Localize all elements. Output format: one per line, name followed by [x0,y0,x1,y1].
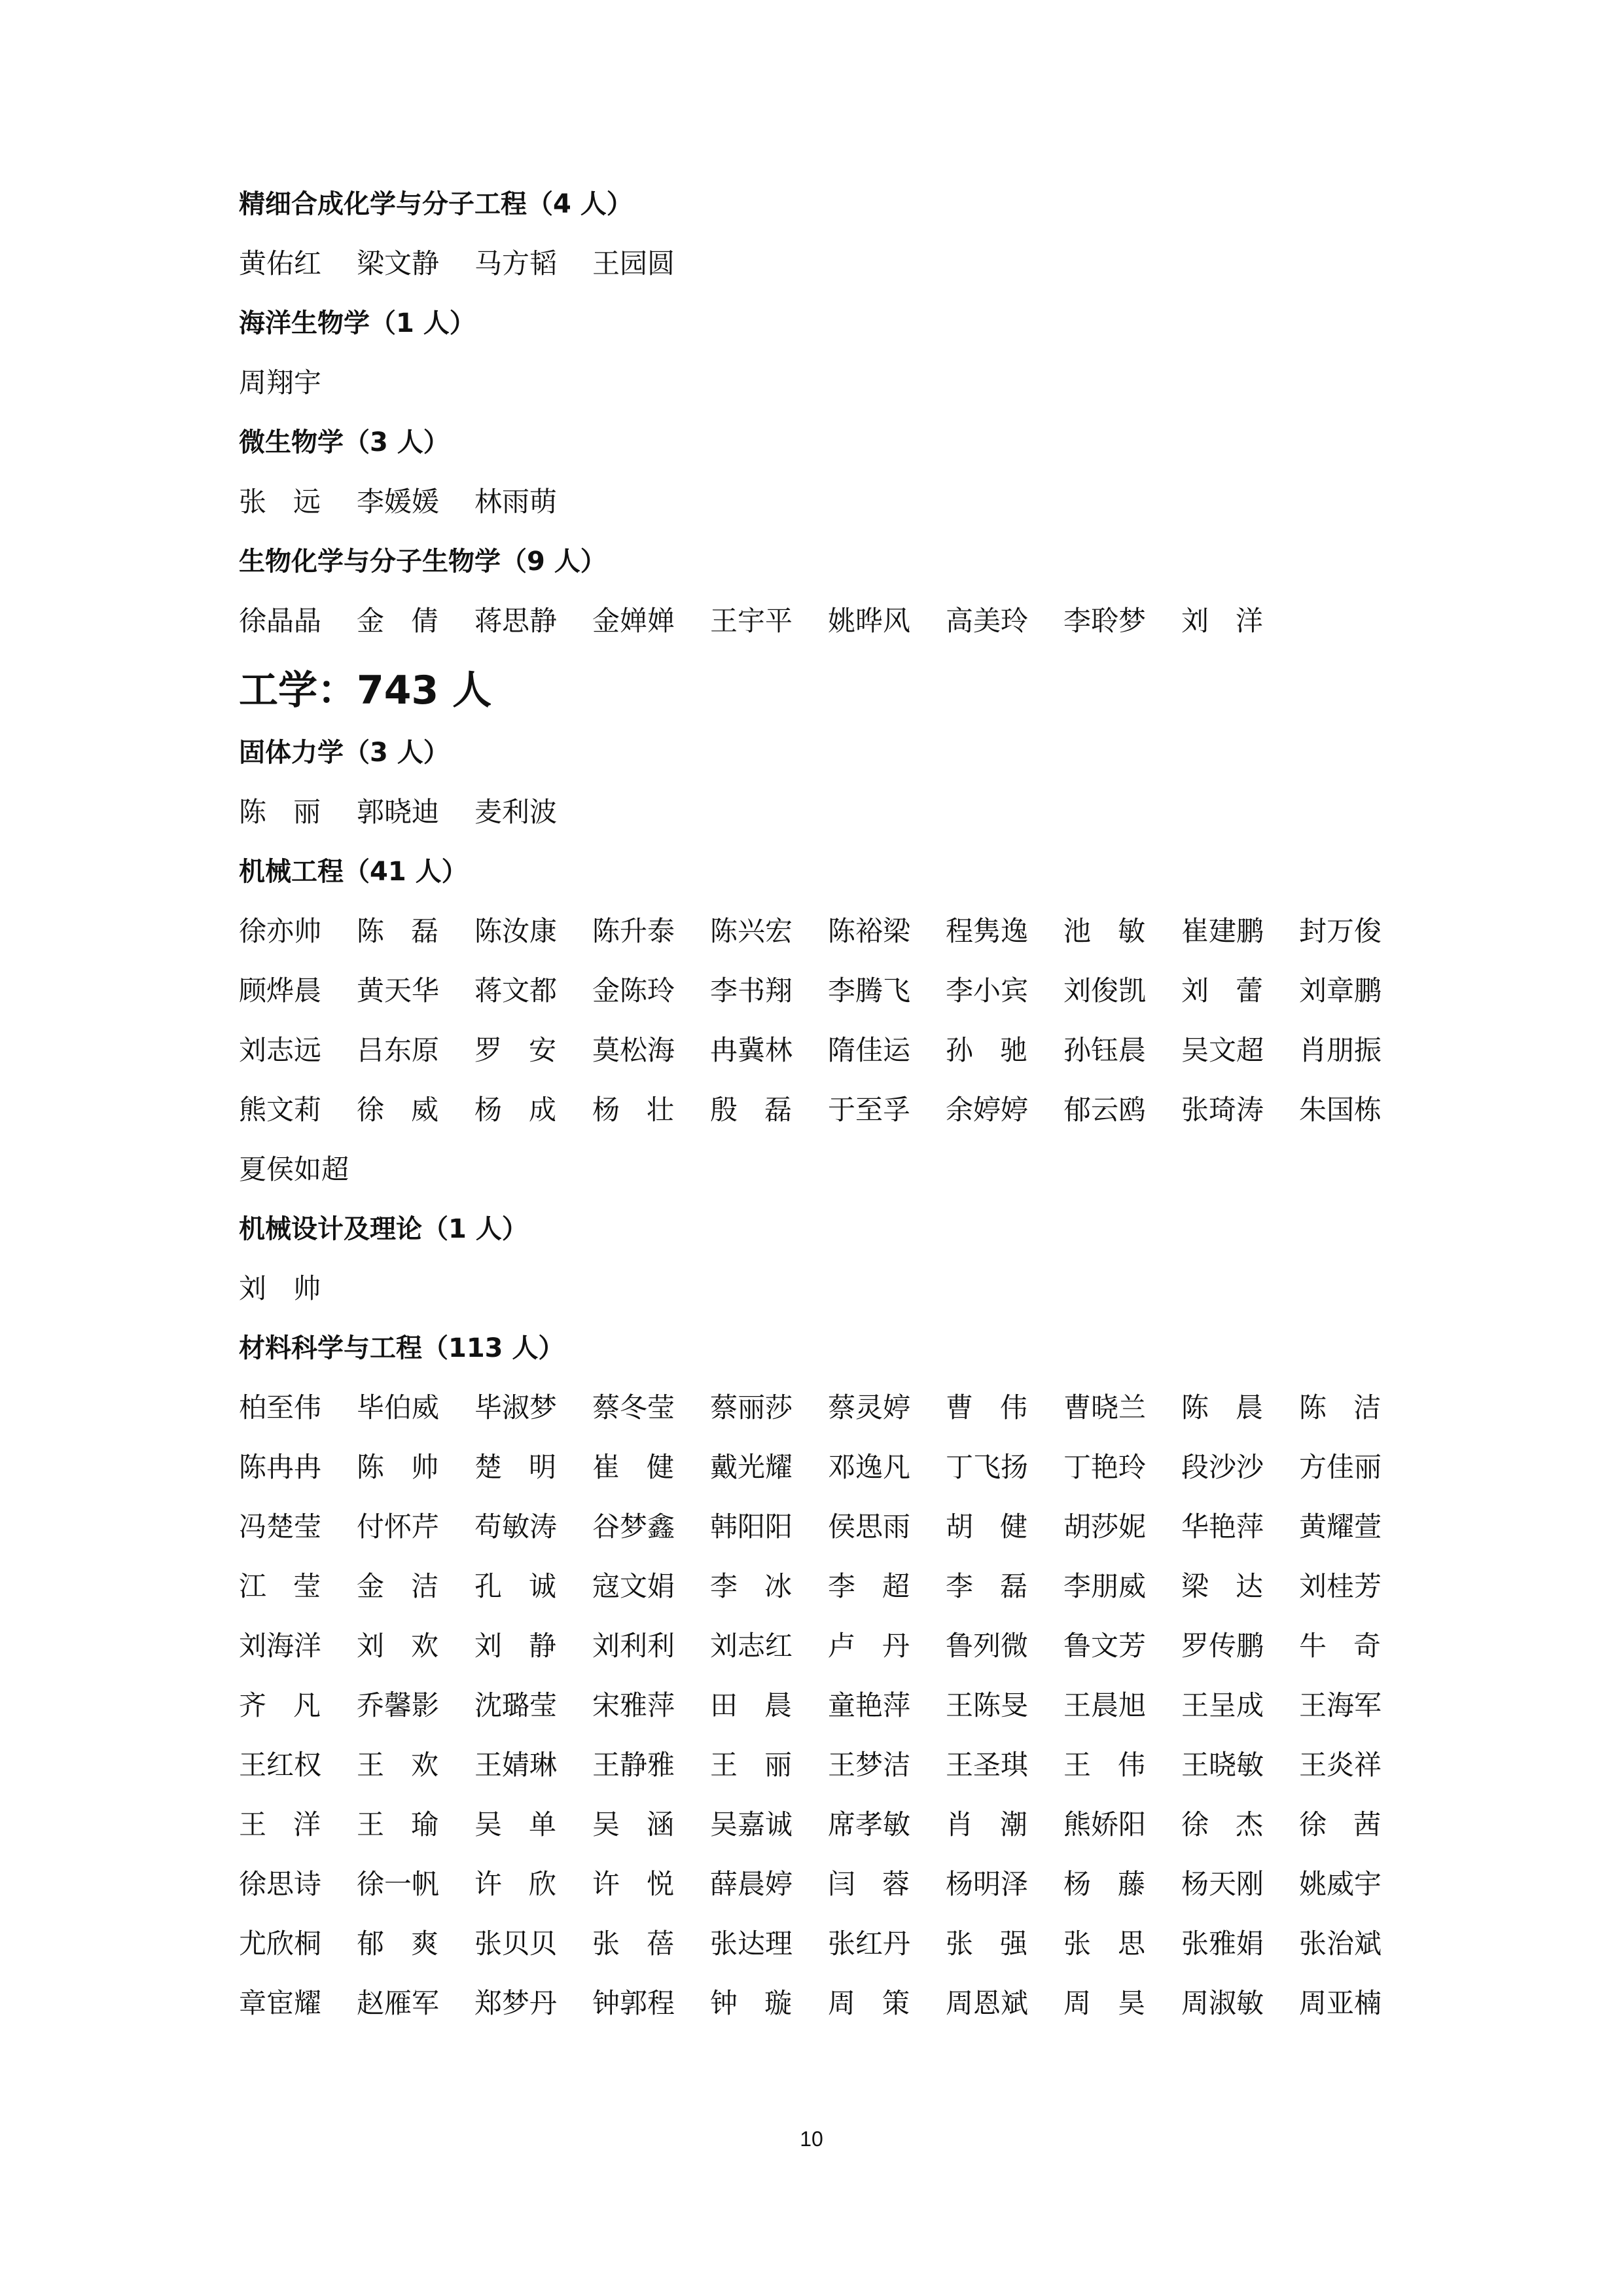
person-name: 于至孚 [828,1094,911,1126]
name-row [239,1686,1417,1725]
person-name: 张治斌 [1299,1928,1382,1960]
person-name: 罗 安 [474,1034,556,1066]
person-name: 周淑敏 [1181,1987,1264,2019]
person-name: 金 倩 [357,605,438,637]
person-name: 李 冰 [710,1570,792,1602]
person-name: 蔡丽莎 [710,1391,793,1424]
person-name: 王 洋 [239,1808,321,1840]
person-name: 麦利波 [474,796,558,828]
person-name: 杨 藤 [1063,1868,1145,1900]
person-name: 顾烨晨 [239,975,322,1007]
person-name: 李小宾 [946,975,1029,1007]
person-name: 陈升泰 [592,915,675,947]
person-name: 江 莹 [239,1570,321,1602]
person-name: 池 敏 [1063,915,1145,947]
person-name: 钟郭程 [592,1987,675,2019]
person-name: 冯楚莹 [239,1511,322,1543]
person-name: 牛 奇 [1299,1630,1381,1662]
person-name: 隋佳运 [828,1034,911,1066]
person-name: 胡莎妮 [1063,1511,1147,1543]
person-name: 蔡冬莹 [592,1391,675,1424]
person-name: 陈 帅 [357,1451,438,1483]
person-name: 封万俊 [1299,915,1382,947]
person-name: 华艳萍 [1181,1511,1264,1543]
person-name: 许 悦 [592,1868,674,1900]
person-name: 章宦耀 [239,1987,322,2019]
person-name: 李聆梦 [1063,605,1147,637]
person-name: 陈汝康 [474,915,558,947]
person-name: 徐亦帅 [239,915,322,947]
person-name: 柏至伟 [239,1391,322,1424]
content-area [239,185,1417,2043]
major-title: 材料科学与工程（113 人） [239,1333,565,1363]
name-row [239,1984,1417,2023]
person-name: 蔡灵婷 [828,1391,911,1424]
person-name: 李腾飞 [828,975,911,1007]
person-name: 王炎祥 [1299,1749,1382,1781]
person-name: 张 强 [946,1928,1027,1960]
person-name: 王红权 [239,1749,322,1781]
person-name: 胡 健 [946,1511,1027,1543]
person-name: 付怀芹 [357,1511,440,1543]
person-name: 刘利利 [592,1630,675,1662]
person-name: 曹 伟 [946,1391,1027,1424]
person-name: 黄耀萱 [1299,1511,1382,1543]
person-name: 尤欣桐 [239,1928,322,1960]
person-name: 郁云鸥 [1063,1094,1147,1126]
person-name: 王园圆 [592,247,675,279]
person-name: 夏侯如超 [239,1153,349,1185]
person-name: 熊文莉 [239,1094,322,1126]
name-row [239,1031,1417,1070]
person-name: 吴嘉诚 [710,1808,793,1840]
name-list [239,1388,1417,2023]
person-name: 刘俊凯 [1063,975,1147,1007]
name-row [239,1090,1417,1130]
person-name: 刘志远 [239,1034,322,1066]
person-name: 王海军 [1299,1689,1382,1721]
person-name: 黄天华 [357,975,440,1007]
person-name: 刘 洋 [1181,605,1263,637]
person-name: 郭晓迪 [357,796,440,828]
major-title: 机械工程（41 人） [239,857,468,887]
person-name: 周恩斌 [946,1987,1029,2019]
person-name: 杨天刚 [1181,1868,1264,1900]
person-name: 冉冀林 [710,1034,793,1066]
person-name: 蒋思静 [474,605,558,637]
person-name: 苟敏涛 [474,1511,558,1543]
person-name: 陈兴宏 [710,915,793,947]
person-name: 吴 涵 [592,1808,674,1840]
person-name: 侯思雨 [828,1511,911,1543]
name-row [239,601,1417,641]
person-name: 王梦洁 [828,1749,911,1781]
person-name: 罗传鹏 [1181,1630,1264,1662]
person-name: 徐思诗 [239,1868,322,1900]
person-name: 熊娇阳 [1063,1808,1147,1840]
section-title-engineering: 工学：743 人 [239,668,492,713]
person-name: 张雅娟 [1181,1928,1264,1960]
person-name: 卢 丹 [828,1630,910,1662]
name-row [239,1448,1417,1487]
person-name: 刘 帅 [239,1272,321,1304]
person-name: 马方韬 [474,247,558,279]
person-name: 刘章鹏 [1299,975,1382,1007]
name-list [239,244,1417,283]
person-name: 丁艳玲 [1063,1451,1147,1483]
person-name: 徐 杰 [1181,1808,1263,1840]
person-name: 周 策 [828,1987,910,2019]
person-name: 梁 达 [1181,1570,1263,1602]
person-name: 徐晶晶 [239,605,322,637]
person-name: 王 欢 [357,1749,438,1781]
name-row [239,482,1417,522]
person-name: 席孝敏 [828,1808,911,1840]
person-name: 刘 蕾 [1181,975,1263,1007]
person-name: 孔 诚 [474,1570,556,1602]
name-list [239,793,1417,832]
person-name: 薛晨婷 [710,1868,793,1900]
person-name: 林雨萌 [474,486,558,518]
major-title: 生物化学与分子生物学（9 人） [239,547,607,577]
person-name: 陈 磊 [357,915,438,947]
person-name: 王 伟 [1063,1749,1145,1781]
name-list [239,912,1417,1189]
major-title: 固体力学（3 人） [239,738,450,768]
person-name: 陈 丽 [239,796,321,828]
person-name: 谷梦鑫 [592,1511,675,1543]
person-name: 刘海洋 [239,1630,322,1662]
page-number: 10 [800,2127,823,2151]
person-name: 吕东原 [357,1034,440,1066]
name-row [239,1150,1417,1189]
name-row [239,971,1417,1011]
person-name: 徐一帆 [357,1868,440,1900]
person-name: 寇文娟 [592,1570,675,1602]
person-name: 毕淑梦 [474,1391,558,1424]
major-title: 海洋生物学（1 人） [239,308,476,338]
name-row [239,1805,1417,1844]
person-name: 齐 凡 [239,1689,321,1721]
major-title: 微生物学（3 人） [239,427,450,457]
person-name: 鲁文芳 [1063,1630,1147,1662]
person-name: 肖朋振 [1299,1034,1382,1066]
person-name: 黄佑红 [239,247,322,279]
person-name: 鲁列微 [946,1630,1029,1662]
name-row [239,1388,1417,1427]
person-name: 金婵婵 [592,605,675,637]
person-name: 张 远 [239,486,321,518]
person-name: 张达理 [710,1928,793,1960]
person-name: 刘 欢 [357,1630,438,1662]
person-name: 王呈成 [1181,1689,1264,1721]
name-list [239,363,1417,403]
name-row [239,793,1417,832]
person-name: 周 昊 [1063,1987,1145,2019]
person-name: 莫松海 [592,1034,675,1066]
person-name: 孙钰晨 [1063,1034,1147,1066]
person-name: 程隽逸 [946,915,1029,947]
person-name: 肖 潮 [946,1808,1027,1840]
person-name: 杨 成 [474,1094,556,1126]
person-name: 李 超 [828,1570,910,1602]
person-name: 闫 蓉 [828,1868,910,1900]
person-name: 陈 晨 [1181,1391,1263,1424]
person-name: 刘志红 [710,1630,793,1662]
person-name: 李媛媛 [357,486,440,518]
person-name: 蒋文都 [474,975,558,1007]
person-name: 金 洁 [357,1570,438,1602]
person-name: 陈 洁 [1299,1391,1381,1424]
person-name: 赵雁军 [357,1987,440,2019]
person-name: 韩阳阳 [710,1511,793,1543]
name-row [239,912,1417,951]
name-list [239,601,1417,641]
name-list [239,1269,1417,1308]
person-name: 殷 磊 [710,1094,792,1126]
person-name: 方佳丽 [1299,1451,1382,1483]
groups-after-section [239,733,1417,2023]
person-name: 郁 爽 [357,1928,438,1960]
person-name: 金陈玲 [592,975,675,1007]
name-row [239,1626,1417,1666]
person-name: 刘桂芳 [1299,1570,1382,1602]
person-name: 张贝贝 [474,1928,558,1960]
person-name: 刘 静 [474,1630,556,1662]
name-row [239,1924,1417,1964]
person-name: 余婷婷 [946,1094,1029,1126]
person-name: 段沙沙 [1181,1451,1264,1483]
name-row [239,1746,1417,1785]
person-name: 高美玲 [946,605,1029,637]
name-row [239,1507,1417,1547]
major-title: 精细合成化学与分子工程（4 人） [239,189,633,219]
person-name: 徐 威 [357,1094,438,1126]
person-name: 乔馨影 [357,1689,440,1721]
person-name: 陈冉冉 [239,1451,322,1483]
person-name: 杨 壮 [592,1094,674,1126]
person-name: 许 欣 [474,1868,556,1900]
person-name: 徐 茜 [1299,1808,1381,1840]
person-name: 张红丹 [828,1928,911,1960]
person-name: 周亚楠 [1299,1987,1382,2019]
person-name: 王婧琳 [474,1749,558,1781]
groups-before-section [239,185,1417,641]
person-name: 王 瑜 [357,1808,438,1840]
person-name: 孙 驰 [946,1034,1027,1066]
person-name: 吴 单 [474,1808,556,1840]
person-name: 王静雅 [592,1749,675,1781]
person-name: 宋雅萍 [592,1689,675,1721]
name-row [239,1567,1417,1606]
person-name: 崔建鹏 [1181,915,1264,947]
person-name: 姚威宇 [1299,1868,1382,1900]
name-row [239,244,1417,283]
person-name: 王圣琪 [946,1749,1029,1781]
person-name: 李书翔 [710,975,793,1007]
person-name: 楚 明 [474,1451,556,1483]
person-name: 崔 健 [592,1451,674,1483]
person-name: 王宇平 [710,605,793,637]
person-name: 张 蓓 [592,1928,674,1960]
person-name: 邓逸凡 [828,1451,911,1483]
person-name: 吴文超 [1181,1034,1264,1066]
person-name: 张 思 [1063,1928,1145,1960]
person-name: 曹晓兰 [1063,1391,1147,1424]
person-name: 张琦涛 [1181,1094,1264,1126]
person-name: 李 磊 [946,1570,1027,1602]
person-name: 王陈旻 [946,1689,1029,1721]
person-name: 丁飞扬 [946,1451,1029,1483]
person-name: 郑梦丹 [474,1987,558,2019]
person-name: 杨明泽 [946,1868,1029,1900]
name-list [239,482,1417,522]
person-name: 王晓敏 [1181,1749,1264,1781]
person-name: 陈裕梁 [828,915,911,947]
name-row [239,1865,1417,1904]
person-name: 沈璐莹 [474,1689,558,1721]
person-name: 田 晨 [710,1689,792,1721]
person-name: 毕伯威 [357,1391,440,1424]
person-name: 梁文静 [357,247,440,279]
major-title: 机械设计及理论（1 人） [239,1214,528,1244]
person-name: 钟 璇 [710,1987,792,2019]
person-name: 王晨旭 [1063,1689,1147,1721]
person-name: 朱国栋 [1299,1094,1382,1126]
person-name: 戴光耀 [710,1451,793,1483]
person-name: 姚晔风 [828,605,911,637]
person-name: 童艳萍 [828,1689,911,1721]
person-name: 王 丽 [710,1749,792,1781]
person-name: 周翔宇 [239,367,322,399]
name-row [239,1269,1417,1308]
name-row [239,363,1417,403]
person-name: 李朋威 [1063,1570,1147,1602]
